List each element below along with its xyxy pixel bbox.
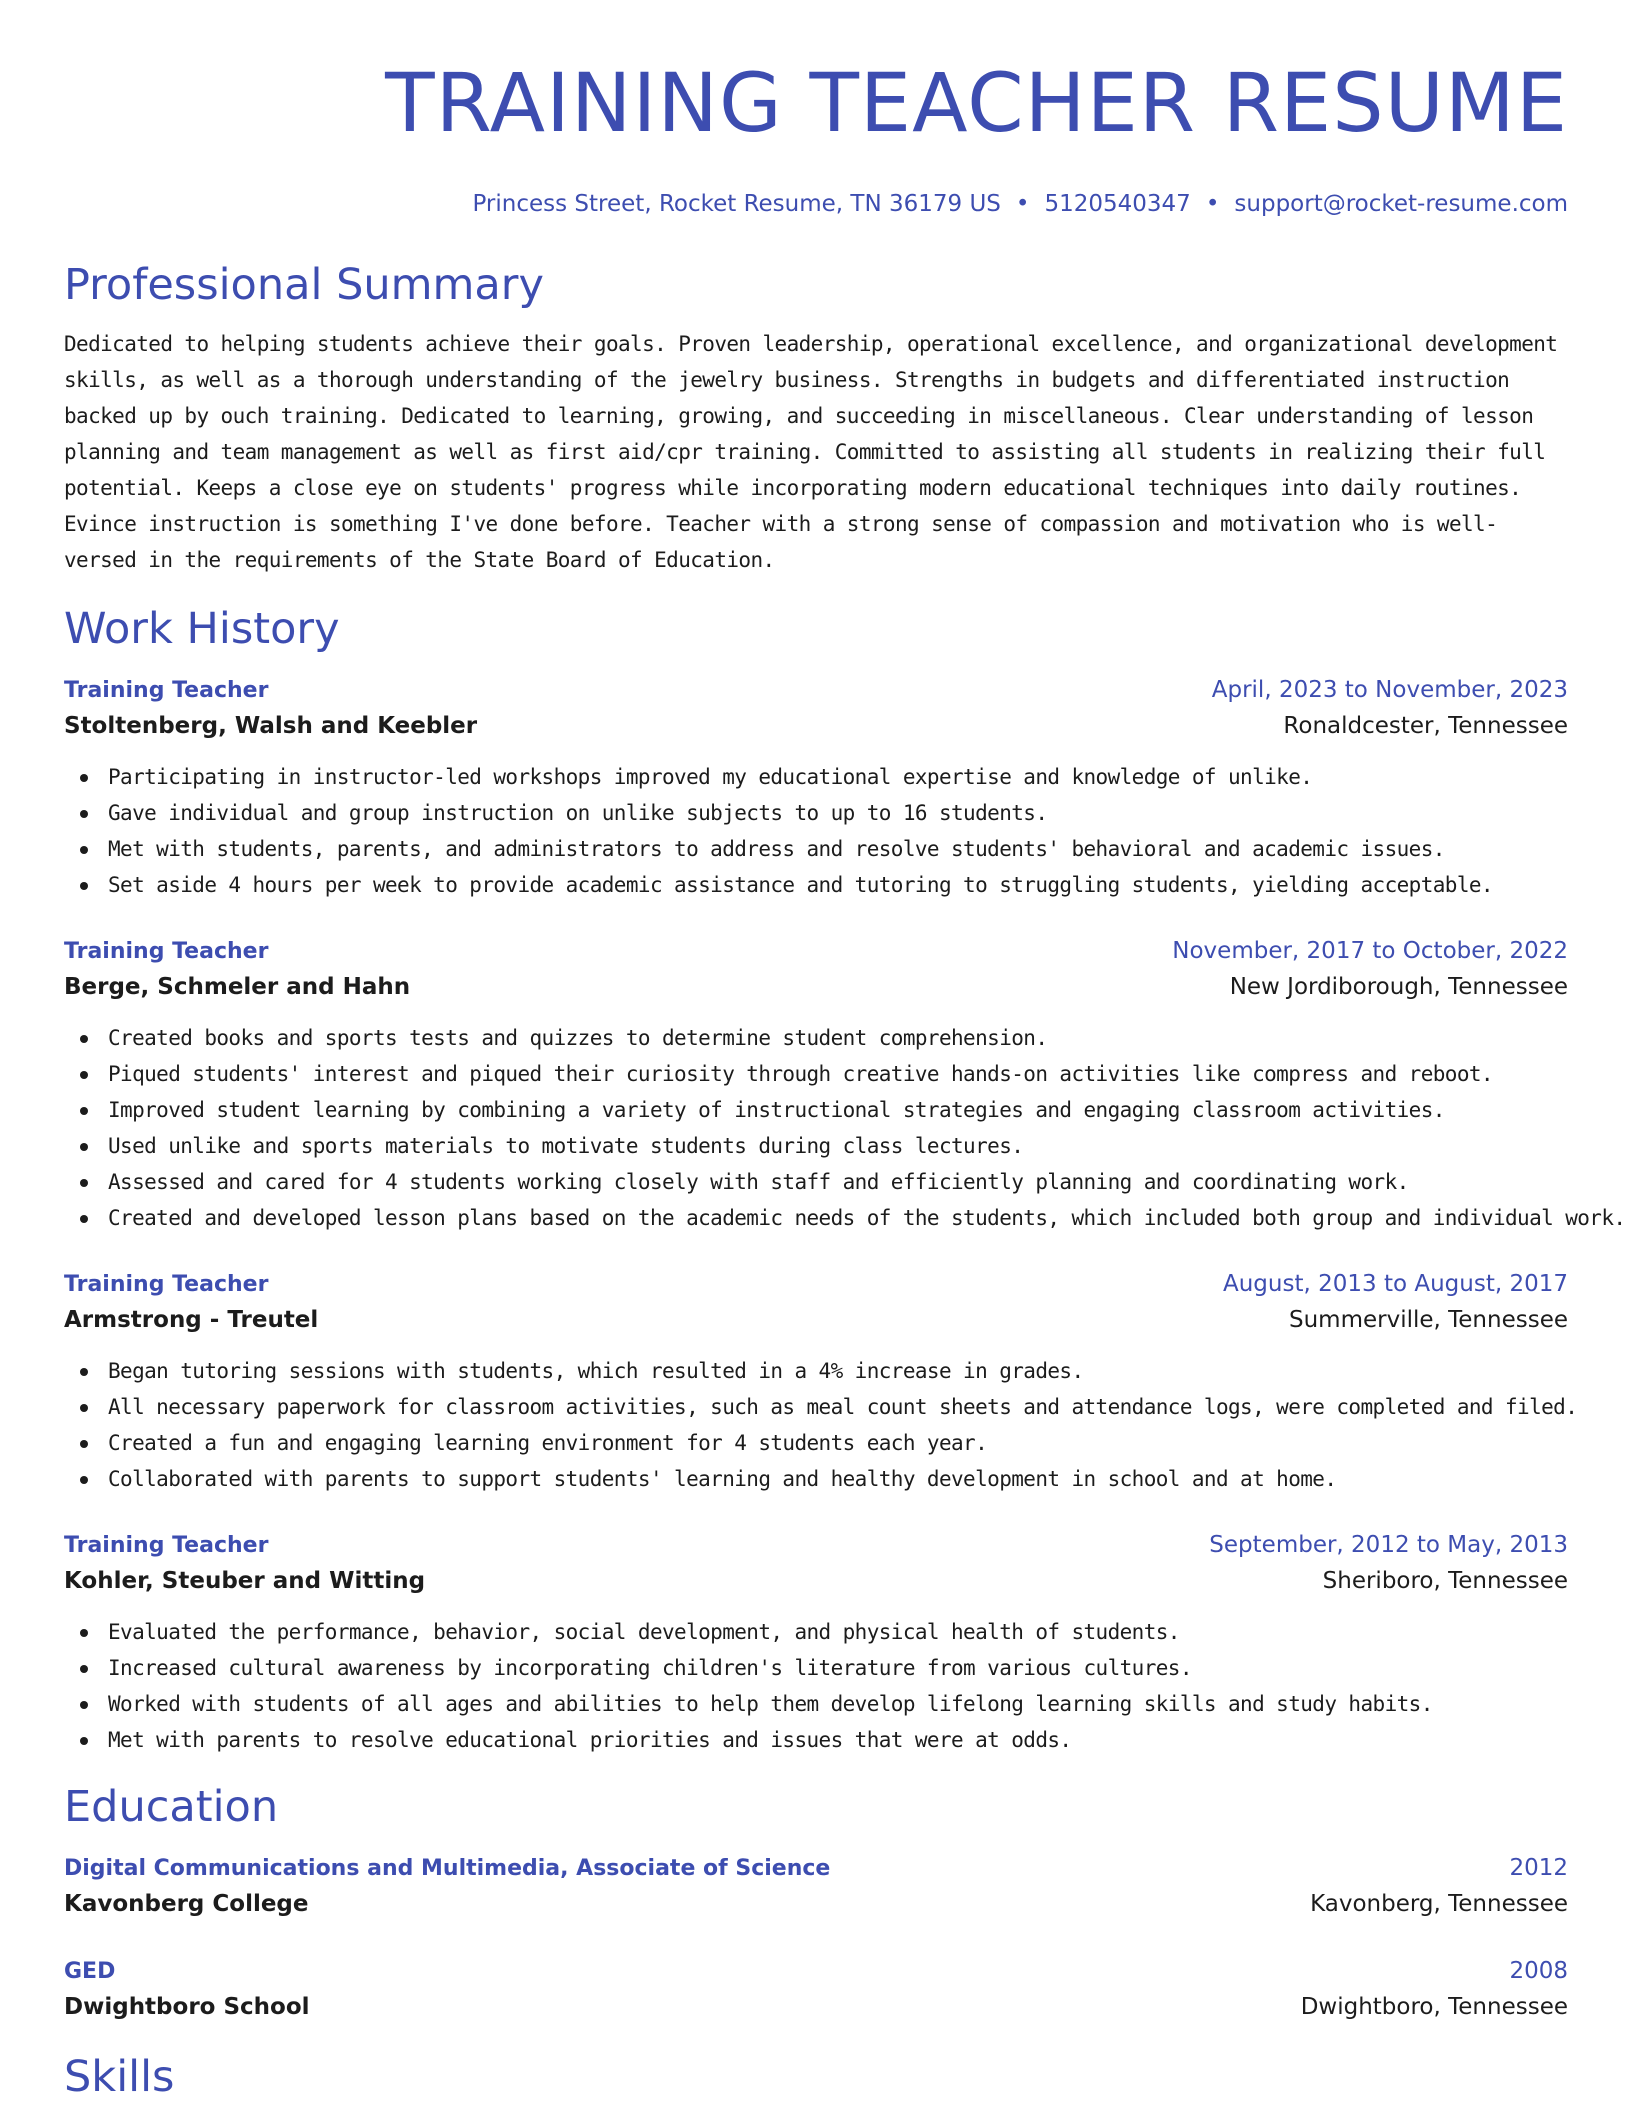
bullet-dot: [80, 1701, 88, 1709]
bullet-text: Participating in instructor-led workshops improved my educational expertise and knowledge of unlike.: [108, 765, 1313, 789]
job-bullet-item: [64, 1722, 1568, 1758]
school-location: Kavonberg, Tennessee: [1310, 1891, 1568, 1917]
bullet-dot: [80, 1476, 88, 1484]
bullet-text: All necessary paperwork for classroom activities, such as meal count sheets and attendance logs, were completed and filed.: [108, 1395, 1578, 1419]
bullet-text: Created a fun and engaging learning environment for 4 students each year.: [108, 1431, 988, 1455]
bullet-dot: [80, 846, 88, 854]
education-entry: [64, 1955, 1568, 2026]
bullet-text: Met with students, parents, and administrators to address and resolve students' behavioral and academic issues.: [108, 837, 1445, 861]
bullet-text: Used unlike and sports materials to motivate students during class lectures.: [108, 1134, 1024, 1158]
bullet-text: Set aside 4 hours per week to provide academic assistance and tutoring to struggling students, yielding acceptable.: [108, 873, 1493, 897]
job-title-row: [64, 674, 1568, 707]
school-name: Kavonberg College: [64, 1891, 309, 1917]
job-bullet-list: [64, 1614, 1568, 1758]
job-bullet-item: [64, 1461, 1568, 1497]
job-company-row: [64, 707, 1568, 745]
job-bullet-item: [64, 1614, 1568, 1650]
job-bullet-item: [64, 1128, 1568, 1164]
job-company-row: [64, 1562, 1568, 1600]
contact-line: [64, 188, 1568, 220]
bullet-dot: [80, 1665, 88, 1673]
job-entry: [64, 1268, 1578, 1497]
job-bullet-list: [64, 1020, 1626, 1236]
skills-heading: Skills: [64, 2052, 175, 2102]
company-name: Stoltenberg, Walsh and Keebler: [64, 713, 478, 739]
job-bullet-item: [64, 867, 1568, 903]
resume-header: [64, 0, 1568, 220]
job-location: Summerville, Tennessee: [1288, 1307, 1568, 1333]
company-name: Armstrong - Treutel: [64, 1307, 319, 1333]
degree-row: [64, 1852, 1568, 1885]
job-location: Sheriboro, Tennessee: [1322, 1568, 1568, 1594]
job-bullet-list: [64, 1353, 1578, 1497]
job-entry: [64, 674, 1568, 903]
job-bullet-item: [64, 1020, 1568, 1056]
job-entry: [64, 935, 1626, 1236]
bullet-dot: [80, 810, 88, 818]
bullet-text: Increased cultural awareness by incorporating children's literature from various cultures.: [108, 1656, 1192, 1680]
summary-text: Dedicated to helping students achieve their goals. Proven leadership, operational excellence, and organizational development skills, as well as a thorough understanding of the jewelry business. Strengths in budgets and differentiated instruction backed up by ouch training. Dedicated to learning, growing, and succeeding in miscellaneous. Clear understanding of lesson planning and team management as well as first aid/cpr training. Committed to assisting all students in realizing their full potential. Keeps a close eye on students' progress while incorporating modern educational techniques into daily routines. Evince instruction is something I've done before. Teacher with a strong sense of compassion and motivation who is well-versed in the requirements of the State Board of Education.: [64, 332, 1558, 572]
job-company-row: [64, 1301, 1568, 1339]
degree-row: [64, 1955, 1568, 1988]
job-bullet-item: [64, 1092, 1568, 1128]
job-title: Training Teacher: [64, 1533, 269, 1558]
school-row: [64, 1988, 1568, 2026]
bullet-text: Worked with students of all ages and abilities to help them develop lifelong learning skills and study habits.: [108, 1692, 1433, 1716]
skills-section: [64, 2050, 1568, 2104]
bullet-dot: [80, 1035, 88, 1043]
contact-separator: •: [1015, 191, 1030, 217]
bullet-dot: [80, 1440, 88, 1448]
job-bullet-item: [64, 1353, 1568, 1389]
job-bullet-list: [64, 759, 1568, 903]
bullet-text: Met with parents to resolve educational priorities and issues that were at odds.: [108, 1728, 1072, 1752]
bullet-dot: [80, 1629, 88, 1637]
job-bullet-item: [64, 1164, 1568, 1200]
bullet-dot: [80, 1215, 88, 1223]
job-company-row: [64, 968, 1568, 1006]
bullet-text: Collaborated with parents to support students' learning and healthy development in school and at home.: [108, 1467, 1337, 1491]
contact-address: Princess Street, Rocket Resume, TN 36179 US: [472, 191, 1001, 217]
job-bullet-item: [64, 1686, 1568, 1722]
job-dates: August, 2013 to August, 2017: [1223, 1271, 1568, 1297]
education-section: [64, 1780, 1568, 2026]
bullet-text: Assessed and cared for 4 students working closely with staff and efficiently planning and coordinating work.: [108, 1170, 1409, 1194]
bullet-dot: [80, 1179, 88, 1187]
education-list: [64, 1852, 1568, 2026]
job-bullet-item: [64, 1650, 1568, 1686]
contact-separator: •: [1205, 191, 1220, 217]
job-bullet-item: [64, 1056, 1568, 1092]
bullet-dot: [80, 1737, 88, 1745]
school-location: Dwightboro, Tennessee: [1300, 1994, 1568, 2020]
bullet-text: Improved student learning by combining a variety of instructional strategies and engaging classroom activities.: [108, 1098, 1445, 1122]
contact-email: support@rocket-resume.com: [1234, 191, 1568, 217]
education-heading: Education: [64, 1782, 279, 1832]
bullet-dot: [80, 774, 88, 782]
bullet-dot: [80, 1107, 88, 1115]
degree-name: Digital Communications and Multimedia, Associate of Science: [64, 1856, 831, 1881]
graduation-year: 2012: [1509, 1855, 1568, 1881]
job-title: Training Teacher: [64, 678, 269, 703]
bullet-dot: [80, 1071, 88, 1079]
job-bullet-item: [64, 831, 1568, 867]
work-history-heading: Work History: [64, 604, 340, 654]
job-title-row: [64, 1529, 1568, 1562]
job-location: Ronaldcester, Tennessee: [1283, 713, 1568, 739]
job-bullet-item: [64, 1425, 1568, 1461]
education-entry: [64, 1852, 1568, 1923]
job-title-row: [64, 1268, 1568, 1301]
job-list: [64, 674, 1626, 1758]
job-dates: September, 2012 to May, 2013: [1209, 1532, 1568, 1558]
job-title-row: [64, 935, 1568, 968]
bullet-text: Created books and sports tests and quizzes to determine student comprehension.: [108, 1026, 1048, 1050]
job-dates: April, 2023 to November, 2023: [1211, 677, 1568, 703]
job-title: Training Teacher: [64, 939, 269, 964]
resume-name: TRAINING TEACHER RESUME: [385, 57, 1568, 151]
bullet-dot: [80, 1368, 88, 1376]
bullet-dot: [80, 1404, 88, 1412]
work-history-section: [64, 602, 1626, 1758]
summary-heading: Professional Summary: [64, 260, 544, 310]
job-bullet-item: [64, 759, 1568, 795]
job-bullet-item: [64, 1200, 1626, 1236]
job-location: New Jordiborough, Tennessee: [1229, 974, 1568, 1000]
bullet-text: Piqued students' interest and piqued their curiosity through creative hands-on activities like compress and reboot.: [108, 1062, 1493, 1086]
summary-section: [64, 258, 1568, 578]
degree-name: GED: [64, 1959, 116, 1984]
graduation-year: 2008: [1509, 1958, 1568, 1984]
job-entry: [64, 1529, 1568, 1758]
bullet-text: Evaluated the performance, behavior, social development, and physical health of students.: [108, 1620, 1180, 1644]
bullet-text: Gave individual and group instruction on unlike subjects to up to 16 students.: [108, 801, 1048, 825]
job-bullet-item: [64, 795, 1568, 831]
job-bullet-item: [64, 1389, 1578, 1425]
contact-phone: 5120540347: [1044, 191, 1191, 217]
bullet-text: Began tutoring sessions with students, which resulted in a 4% increase in grades.: [108, 1359, 1084, 1383]
job-dates: November, 2017 to October, 2022: [1172, 938, 1568, 964]
bullet-dot: [80, 1143, 88, 1151]
bullet-dot: [80, 882, 88, 890]
job-title: Training Teacher: [64, 1272, 269, 1297]
school-row: [64, 1885, 1568, 1923]
bullet-text: Created and developed lesson plans based on the academic needs of the students, which included both group and individual work.: [108, 1206, 1626, 1230]
company-name: Berge, Schmeler and Hahn: [64, 974, 411, 1000]
company-name: Kohler, Steuber and Witting: [64, 1568, 426, 1594]
school-name: Dwightboro School: [64, 1994, 310, 2020]
